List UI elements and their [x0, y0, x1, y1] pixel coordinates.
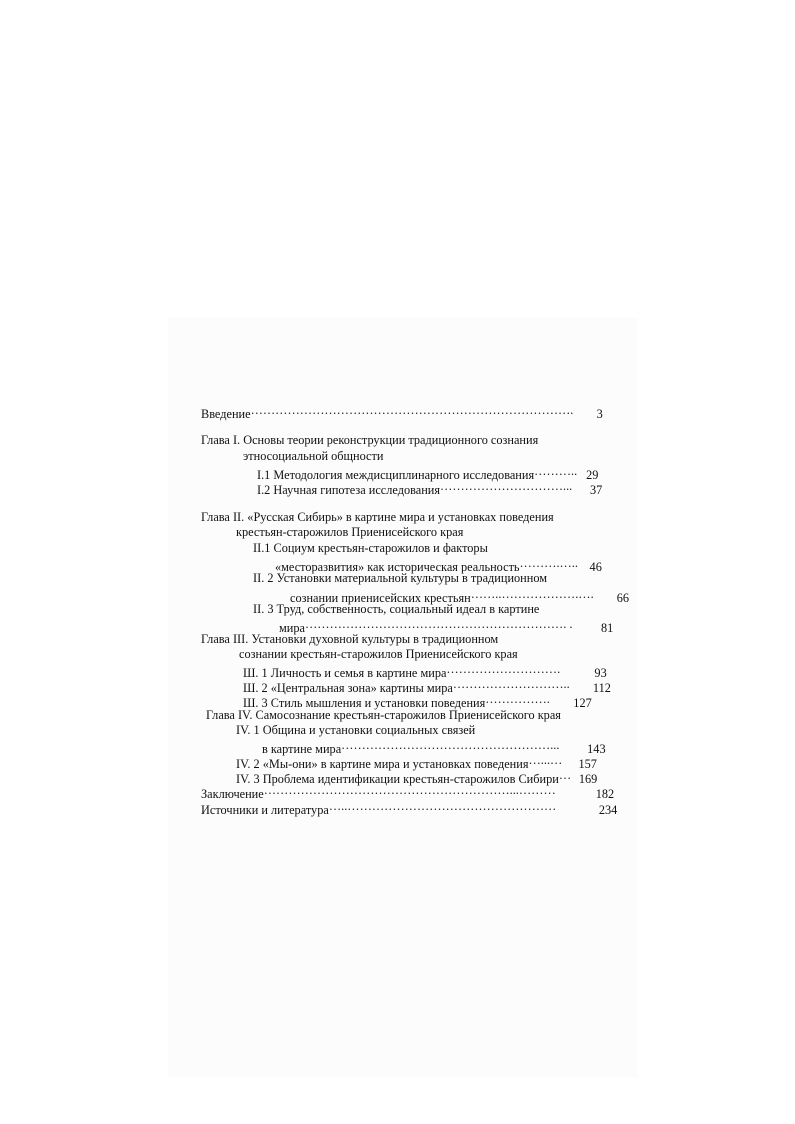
toc-entry-title: сознании приенисейских крестьян [290, 591, 471, 605]
toc-entry-title: Заключение [201, 787, 264, 801]
toc-entry-title: Ш. 3 Стиль мышления и установки поведения [243, 696, 486, 710]
chapter-2-heading[interactable]: Глава II. «Русская Сибирь» в картине мира и установках поведения [201, 510, 554, 524]
toc-page-number: 112 [592, 681, 611, 695]
toc-leader-dots: …………………………... [440, 479, 573, 493]
toc-leader-dots: … [558, 768, 572, 782]
toc-page-number: 157 [578, 757, 597, 771]
toc-entry-title: Введение [201, 407, 251, 421]
toc-page-number: 93 [594, 666, 607, 680]
chapter-3-heading-cont: сознании крестьян-старожилов Приенисейского края [239, 647, 518, 661]
toc-page-number: 127 [573, 696, 592, 710]
toc-entry-title: Ш. 1 Личность и семья в картине мира [243, 666, 447, 680]
toc-page-number: 66 [616, 591, 629, 605]
toc-page-number: 37 [590, 483, 603, 497]
toc-entry-4-1-line1[interactable]: IV. 1 Община и установки социальных связей [236, 723, 476, 737]
chapter-2-heading-cont: крестьян-старожилов Приенисейского края [236, 525, 464, 539]
toc-entry-title: IV. 3 Проблема идентификации крестьян-старожилов Сибири [236, 772, 559, 786]
toc-page-number: 169 [578, 772, 598, 786]
chapter-3-heading[interactable]: Глава III. Установки духовной культуры в традиционном [201, 632, 499, 646]
toc-entry-title: IV. 2 «Мы-они» в картине мира и установках поведения [236, 757, 529, 771]
toc-page-number: 81 [600, 621, 614, 635]
toc-leader-dots: …...… [528, 753, 563, 767]
toc-leader-dots: ……………………………………………………...……… [263, 783, 556, 797]
toc-leader-dots: ……………. [485, 692, 550, 706]
toc-leader-dots: ……………………………………………………………………. [250, 403, 574, 417]
toc-page-number: 46 [589, 560, 602, 574]
toc-entry-conclusion[interactable] [201, 783, 615, 801]
toc-leader-dots: ………………………. [446, 662, 561, 676]
toc-entry-2-3-line1[interactable]: II. 3 Труд, собственность, социальный идеал в картине [253, 602, 540, 616]
toc-leader-dots: ………………………………………………………. . [304, 617, 573, 631]
toc-entry-title: Ш. 2 «Центральная зона» картины мира [243, 681, 453, 695]
toc-entry-intro[interactable] [201, 403, 603, 421]
toc-entry-4-3[interactable] [236, 768, 598, 786]
toc-leader-dots: ……….….. [519, 556, 578, 570]
toc-entry-3-2[interactable] [243, 677, 611, 695]
toc-leader-dots: ……….. [534, 464, 578, 478]
toc-entry-2-2[interactable] [290, 587, 629, 605]
toc-entry-3-3[interactable] [243, 692, 592, 710]
toc-entry-2-1[interactable] [275, 556, 602, 574]
toc-entry-sources[interactable] [201, 799, 618, 817]
toc-entry-title: I.2 Научная гипотеза исследования [257, 483, 441, 497]
toc-entry-2-3[interactable] [279, 617, 614, 635]
toc-entry-4-1[interactable] [262, 738, 606, 756]
toc-page-number: 182 [595, 787, 615, 801]
toc-leader-dots: …..…………………………………………… [328, 799, 557, 813]
toc-entry-4-2[interactable] [236, 753, 597, 771]
toc-entry-2-2-line1[interactable]: II. 2 Установки материальной культуры в традиционном [253, 571, 548, 585]
toc-leader-dots: ……………………………………………... [341, 738, 560, 752]
toc-entry-title: «месторазвития» как историческая реальность [275, 560, 520, 574]
chapter-1-heading-cont: этносоциальной общности [243, 449, 384, 463]
toc-entry-title: Источники и литература [201, 803, 329, 817]
toc-leader-dots: ……………………….. [452, 677, 570, 691]
toc-page-number: 29 [586, 468, 599, 482]
chapter-4-heading[interactable]: Глава IV. Самосознание крестьян-старожилов Приенисейского края [206, 708, 561, 722]
toc-entry-2-1-line1[interactable]: II.1 Социум крестьян-старожилов и факторы [253, 541, 488, 555]
chapter-1-heading[interactable]: Глава I. Основы теории реконструкции традиционного сознания [201, 433, 539, 447]
toc-page-number: 234 [598, 803, 618, 817]
toc-entry-title: I.1 Методология междисциплинарного исследования [257, 468, 535, 482]
toc-page-number: 3 [596, 407, 603, 421]
toc-entry-1-1[interactable] [257, 464, 599, 482]
toc-entry-3-1[interactable] [243, 662, 607, 680]
toc-entry-title: мира [279, 621, 305, 635]
toc-page-number: 143 [587, 742, 606, 756]
toc-entry-title: в картине мира [262, 742, 342, 756]
toc-leader-dots: ……..……………….…. [470, 587, 594, 601]
toc-entry-1-2[interactable] [257, 479, 603, 497]
